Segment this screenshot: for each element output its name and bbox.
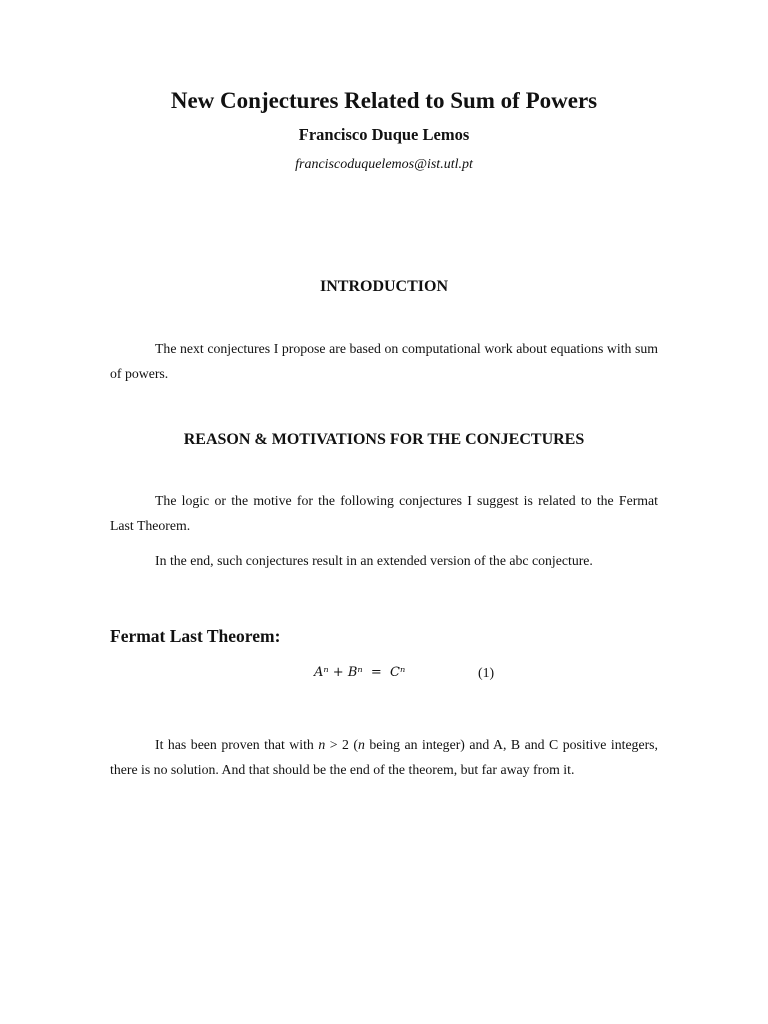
author-email: franciscoduquelemos@ist.utl.pt — [295, 157, 473, 172]
introduction-paragraph: The next conjectures I propose are based on computational work about equations with sum of powers. — [110, 341, 658, 381]
fermat-paragraph-text-2: > 2 ( — [325, 737, 358, 752]
fermat-paragraph-text-1: It has been proven that with — [155, 737, 319, 752]
variable-n-2: n — [357, 737, 365, 752]
introduction-heading: INTRODUCTION — [319, 278, 448, 295]
fermat-equation: Aⁿ + Bⁿ = Cⁿ — [314, 665, 406, 680]
paper-title: New Conjectures Related to Sum of Powers — [170, 88, 598, 113]
fermat-heading: Fermat Last Theorem: — [110, 626, 281, 646]
author-name: Francisco Duque Lemos — [298, 125, 470, 144]
variable-n-1: n — [318, 737, 326, 752]
reason-paragraph-1: The logic or the motive for the following conjectures I suggest is related to the Fermat Last Theorem. — [110, 493, 658, 533]
fermat-paragraph-text-3: being an integer) and A, B and C positive integers, there is no solution. And that should be the end of the theorem, but far away from it. — [110, 737, 658, 777]
equation-row — [0, 662, 768, 686]
reason-paragraph-2: In the end, such conjectures result in an extended version of the abc conjecture. — [155, 553, 593, 568]
fermat-paragraph — [110, 732, 658, 782]
reason-heading: REASON & MOTIVATIONS FOR THE CONJECTURES — [183, 431, 585, 448]
equation-number: (1) — [478, 665, 495, 680]
